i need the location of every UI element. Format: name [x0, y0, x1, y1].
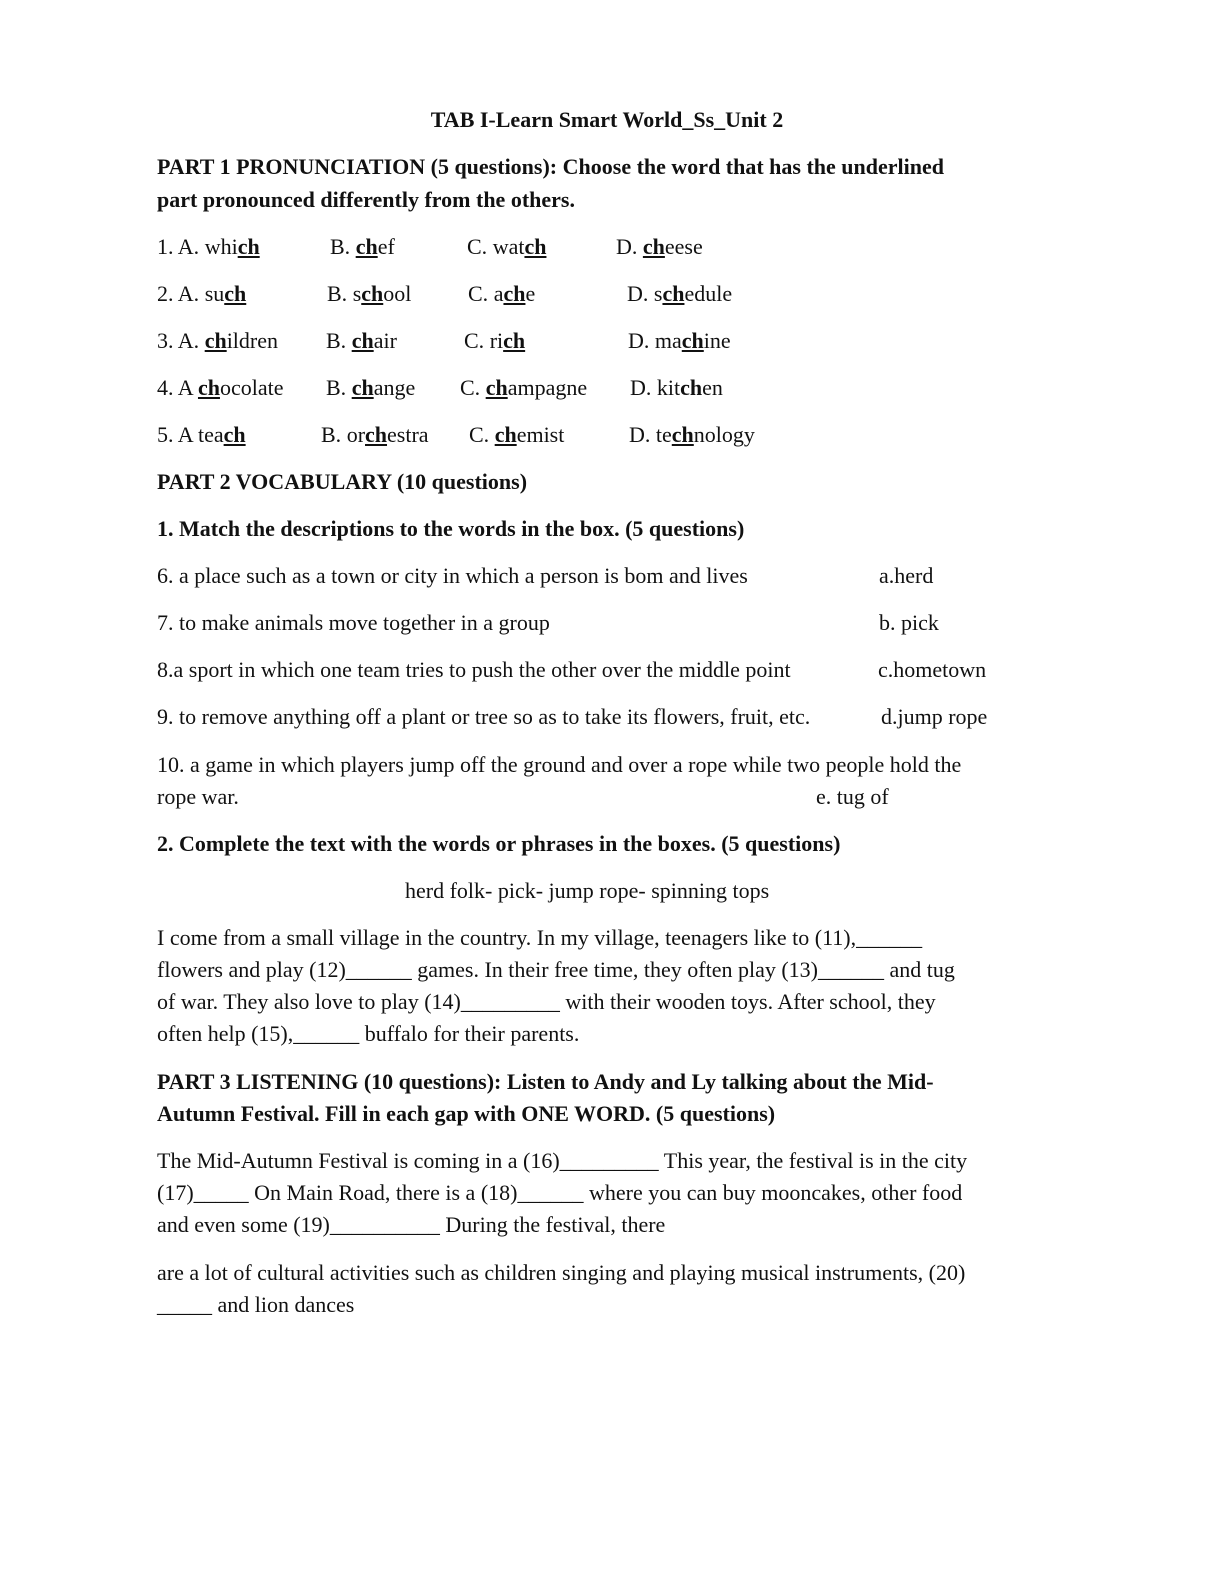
option-d: D. kitchen — [630, 375, 723, 400]
part2-heading: PART 2 VOCABULARY (10 questions) — [157, 469, 528, 494]
match-word-e: e. tug of — [816, 784, 889, 809]
match-word-d: d.jump rope — [881, 704, 988, 729]
pronunciation-question-5 — [157, 419, 1057, 451]
part2-section2-heading: 2. Complete the text with the words or phrases in the boxes. (5 questions) — [157, 831, 841, 856]
listening-paragraph-line-1: The Mid-Autumn Festival is coming in a (16)_________ This year, the festival is in the city — [157, 1148, 968, 1173]
part1-heading-line2: part pronounced differently from the others. — [157, 187, 575, 212]
question-number: 3. A. — [157, 328, 205, 353]
option-d: D. cheese — [616, 234, 703, 259]
question-number: 5. A — [157, 422, 198, 447]
option-d: D. technology — [629, 422, 755, 447]
option-c: C. watch — [467, 234, 547, 259]
pronunciation-question-2 — [157, 278, 1057, 310]
option-a-word: chocolate — [197, 375, 284, 400]
option-a-word: which — [204, 234, 260, 259]
question-number: 2. A. — [157, 281, 205, 306]
pronunciation-question-4 — [157, 372, 1057, 404]
option-c: C. chemist — [469, 422, 565, 447]
word-box: herd folk- pick- jump rope- spinning tops — [405, 878, 770, 903]
question-number: 4. A — [157, 375, 198, 400]
listening-paragraph2-line-2: _____ and lion dances — [157, 1292, 355, 1317]
match-description-10-line2: rope war. — [157, 784, 239, 809]
question-number: 1. A. — [157, 234, 205, 259]
passage-line-3: of war. They also love to play (14)_________ with their wooden toys. After school, they — [157, 989, 936, 1014]
option-d: D. schedule — [627, 281, 733, 306]
part3-heading-line1: PART 3 LISTENING (10 questions): Listen to Andy and Ly talking about the Mid- — [157, 1069, 934, 1094]
option-a-word: children — [204, 328, 279, 353]
match-description-7: 7. to make animals move together in a group — [157, 610, 550, 635]
option-b: B. chef — [330, 234, 395, 259]
pronunciation-question-1 — [157, 231, 1057, 263]
match-word-a: a.herd — [879, 563, 934, 588]
option-d: D. machine — [628, 328, 731, 353]
listening-paragraph-line-3: and even some (19)__________ During the festival, there — [157, 1212, 666, 1237]
pronunciation-question-3 — [157, 325, 1057, 357]
passage-line-2: flowers and play (12)______ games. In their free time, they often play (13)______ and tug — [157, 957, 955, 982]
passage-line-4: often help (15),______ buffalo for their parents. — [157, 1021, 580, 1046]
match-word-b: b. pick — [879, 610, 939, 635]
option-b: B. orchestra — [321, 422, 429, 447]
option-c: C. rich — [464, 328, 526, 353]
option-b: B. change — [326, 375, 416, 400]
match-description-8: 8.a sport in which one team tries to push the other over the middle point — [157, 657, 791, 682]
option-a-word: such — [204, 281, 247, 306]
match-description-9: 9. to remove anything off a plant or tree so as to take its flowers, fruit, etc. — [157, 704, 811, 729]
part1-heading-line1: PART 1 PRONUNCIATION (5 questions): Choose the word that has the underlined — [157, 154, 945, 179]
match-description-6: 6. a place such as a town or city in which a person is bom and lives — [157, 563, 748, 588]
option-b: B. school — [327, 281, 412, 306]
passage-line-1: I come from a small village in the country. In my village, teenagers like to (11),______ — [157, 925, 923, 950]
option-c: C. champagne — [460, 375, 588, 400]
page-title: TAB I-Learn Smart World_Ss_Unit 2 — [430, 107, 784, 132]
option-b: B. chair — [326, 328, 397, 353]
part3-heading-line2: Autumn Festival. Fill in each gap with ONE WORD. (5 questions) — [157, 1101, 776, 1126]
match-description-10-line1: 10. a game in which players jump off the ground and over a rope while two people hold the — [157, 752, 962, 777]
part2-section1-heading: 1. Match the descriptions to the words in the box. (5 questions) — [157, 516, 745, 541]
listening-paragraph-line-2: (17)_____ On Main Road, there is a (18)______ where you can buy mooncakes, other food — [157, 1180, 963, 1205]
match-word-c: c.hometown — [878, 657, 987, 682]
option-c: C. ache — [468, 281, 536, 306]
listening-paragraph2-line-1: are a lot of cultural activities such as children singing and playing musical instruments, (20) — [157, 1260, 966, 1285]
option-a-word: teach — [197, 422, 246, 447]
